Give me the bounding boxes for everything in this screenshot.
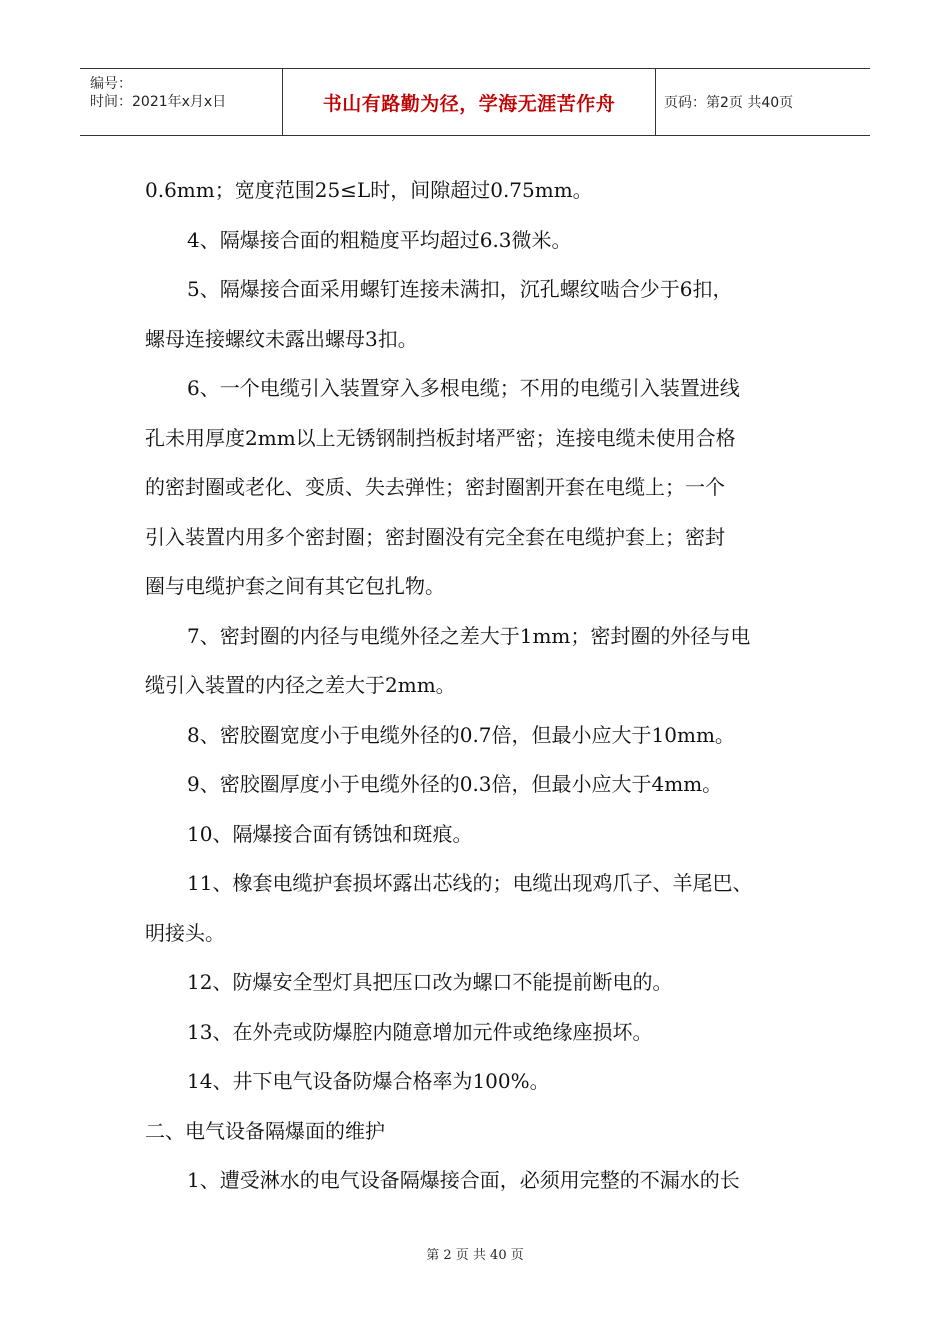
body-paragraph: 9、密胶圈厚度小于电缆外径的0.3倍，但最小应大于4mm。 [187, 772, 723, 796]
body-paragraph: 8、密胶圈宽度小于电缆外径的0.7倍，但最小应大于10mm。 [187, 722, 735, 747]
body-paragraph: 7、密封圈的内径与电缆外径之差大于1mm；密封圈的外径与电 [187, 623, 751, 648]
body-paragraph: 14、井下电气设备防爆合格率为100%。 [187, 1069, 550, 1093]
page-header [80, 68, 870, 136]
body-paragraph: 4、隔爆接合面的粗糙度平均超过6.3微米。 [187, 227, 572, 252]
document-number-label: 编号： [90, 76, 132, 92]
body-paragraph: 引入装置内用多个密封圈；密封圈没有完全套在电缆护套上；密封 [145, 524, 725, 549]
document-body [145, 166, 825, 1206]
page-footer: 第 2 页 共 40 页 [426, 1248, 524, 1263]
body-paragraph: 明接头。 [145, 920, 225, 945]
document-time-label: 时间：2021年x月x日 [90, 94, 227, 110]
body-paragraph: 螺母连接螺纹未露出螺母3扣。 [145, 326, 418, 351]
header-meta-cell [80, 69, 283, 135]
body-paragraph: 缆引入装置的内径之差大于2mm。 [145, 673, 456, 697]
body-paragraph: 12、防爆安全型灯具把压口改为螺口不能提前断电的。 [187, 970, 673, 994]
body-paragraph: 圈与电缆护套之间有其它包扎物。 [145, 574, 445, 598]
body-paragraph: 孔未用厚度2mm以上无锈钢制挡板封堵严密；连接电缆未使用合格 [145, 425, 736, 450]
body-paragraph: 13、在外壳或防爆腔内随意增加元件或绝缘座损坏。 [187, 1019, 653, 1044]
body-paragraph: 10、隔爆接合面有锈蚀和斑痕。 [187, 821, 473, 846]
header-page-info: 页码：第2页 共40页 [664, 95, 794, 111]
body-paragraph: 11、橡套电缆护套损坏露出芯线的；电缆出现鸡爪子、羊尾巴、 [187, 871, 753, 895]
body-paragraph: 的密封圈或老化、变质、失去弹性；密封圈割开套在电缆上；一个 [145, 475, 725, 499]
body-paragraph: 0.6mm；宽度范围25≤L时，间隙超过0.75mm。 [145, 178, 593, 202]
body-paragraph: 5、隔爆接合面采用螺钉连接未满扣，沉孔螺纹啮合少于6扣， [187, 277, 733, 301]
section-heading: 二、电气设备隔爆面的维护 [145, 1118, 385, 1143]
body-paragraph: 6、一个电缆引入装置穿入多根电缆；不用的电缆引入装置进线 [187, 376, 740, 400]
header-motto: 书山有路勤为径，学海无涯苦作舟 [283, 69, 656, 135]
body-paragraph: 1、遭受淋水的电气设备隔爆接合面，必须用完整的不漏水的长 [187, 1168, 740, 1192]
